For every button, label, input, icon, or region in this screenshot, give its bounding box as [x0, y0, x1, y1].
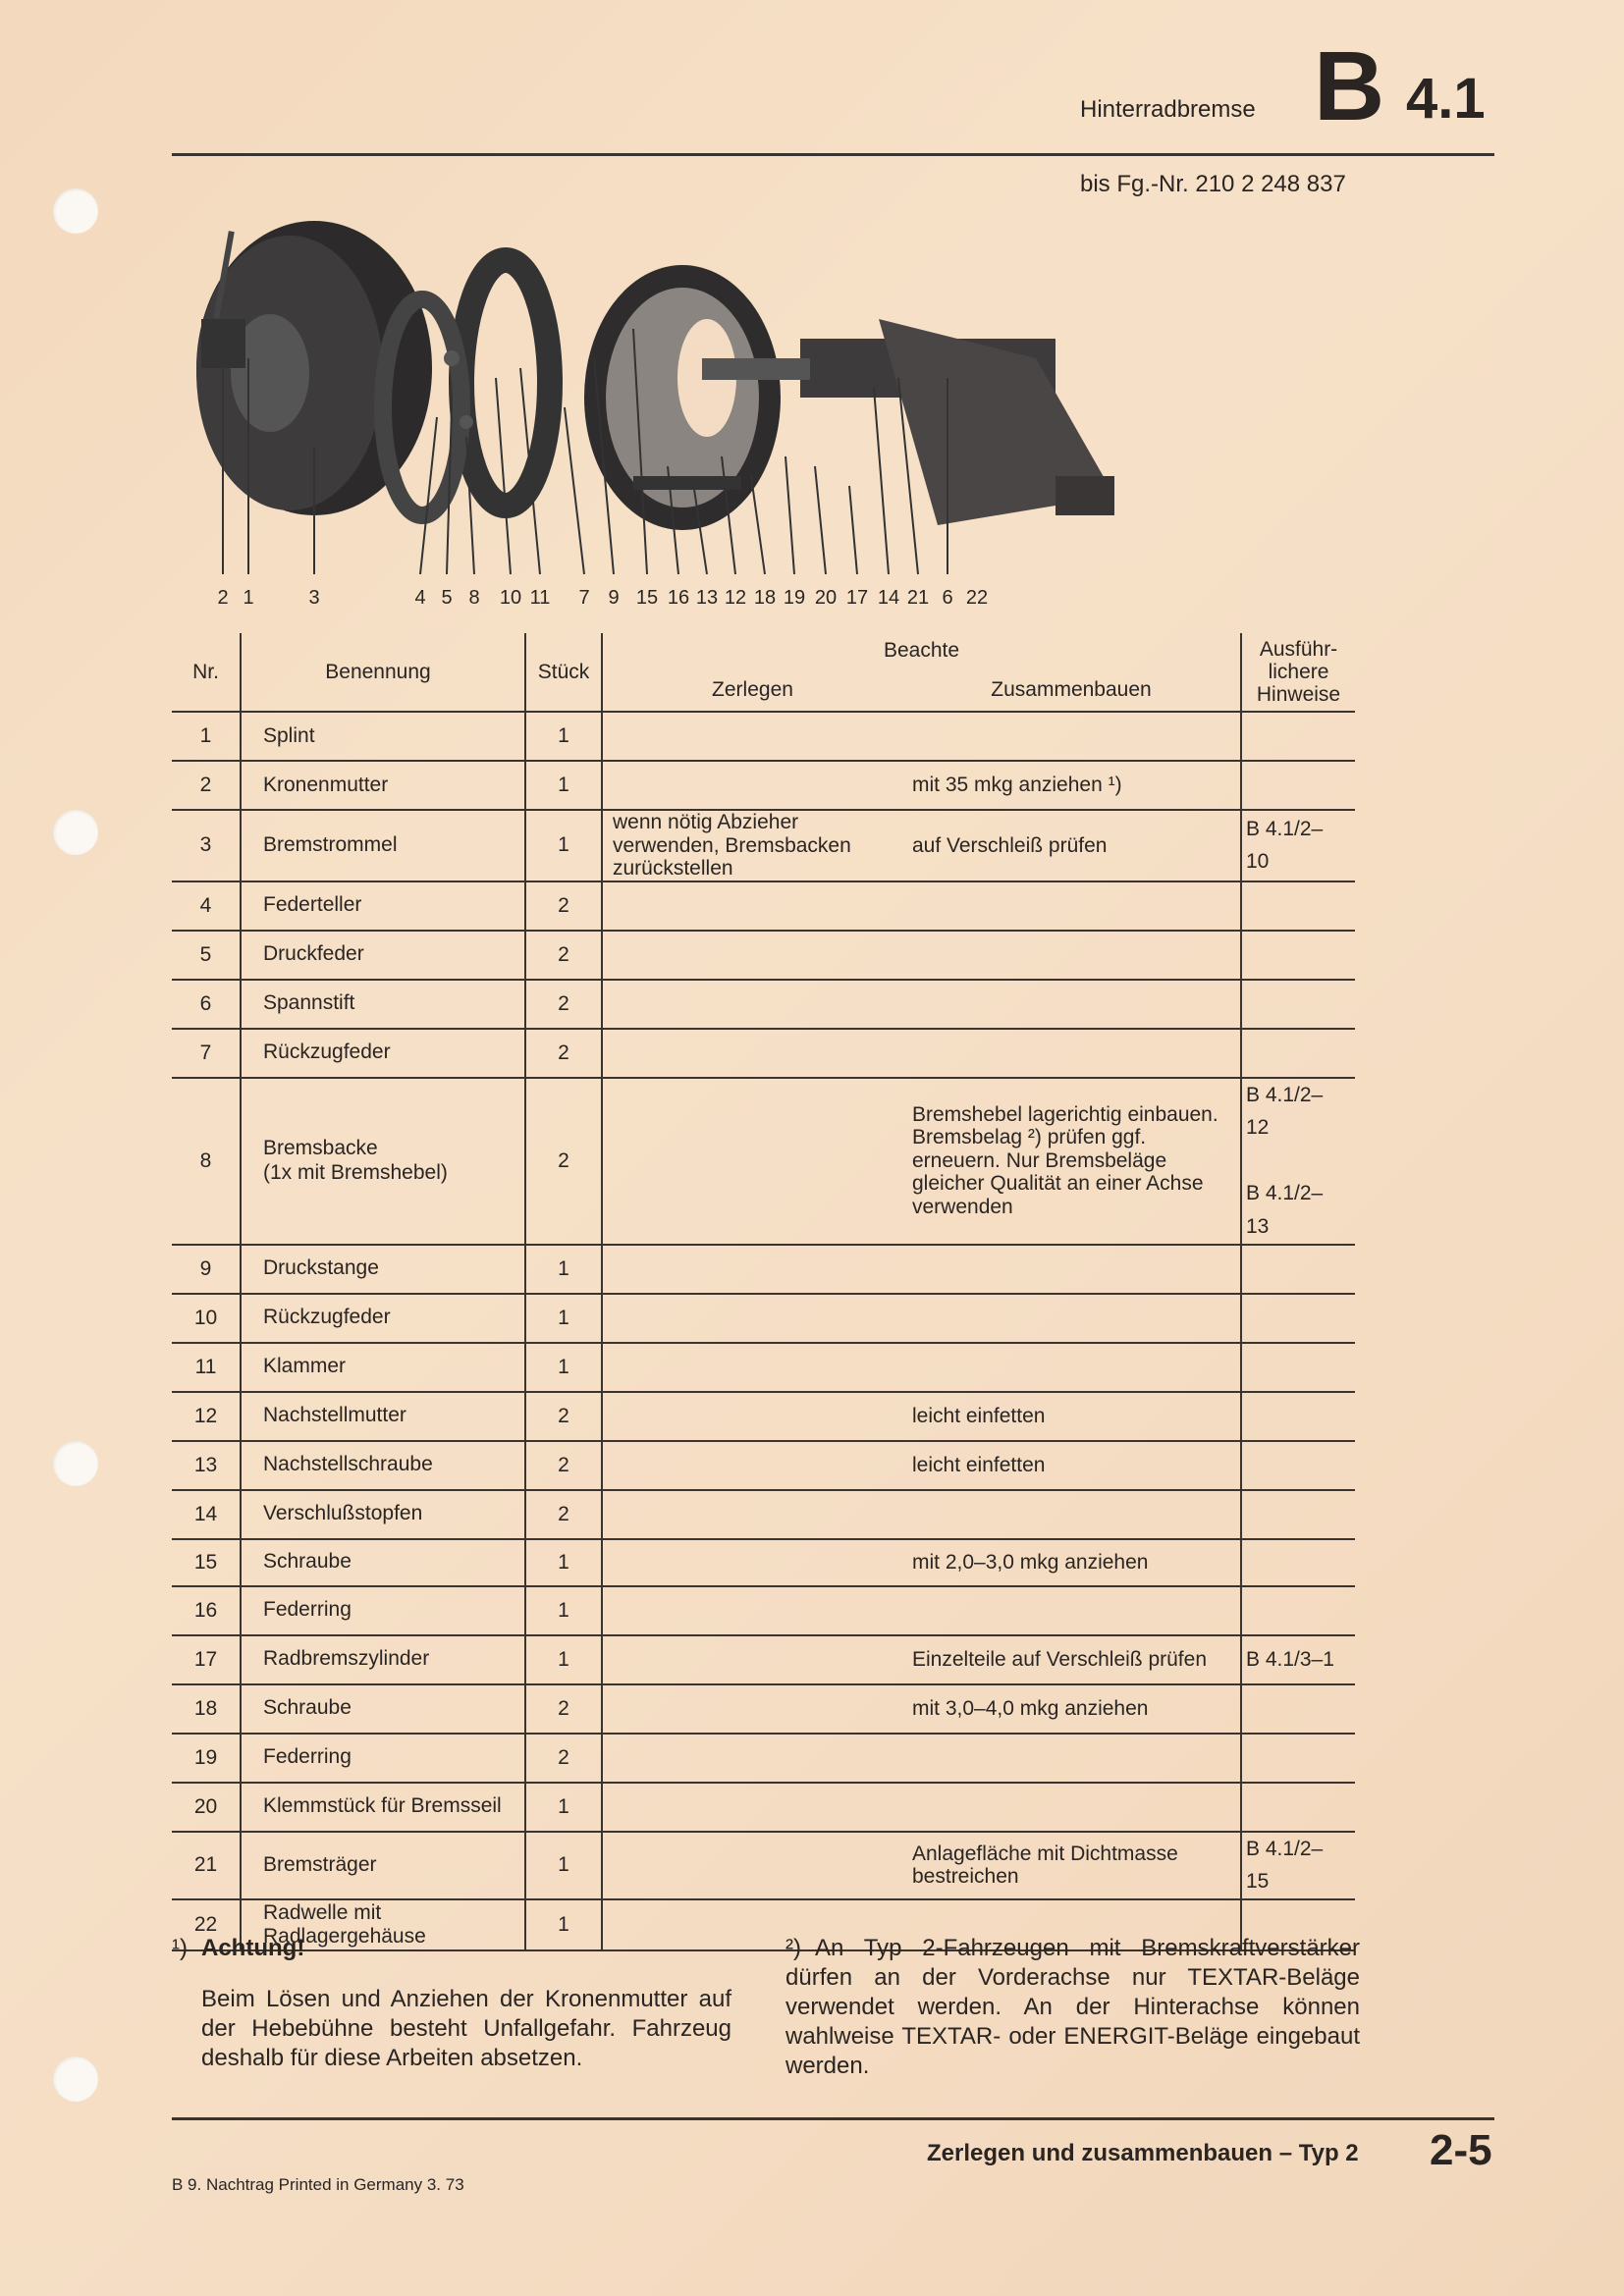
callout-number: 9: [608, 587, 620, 609]
part-name: Rückzugfeder: [241, 1029, 525, 1078]
assembly-note: mit 3,0–4,0 mkg anziehen: [902, 1684, 1241, 1734]
part-quantity: 2: [525, 1078, 602, 1245]
footnote-2-text: An Typ 2-Fahrzeugen mit Bremskraftverstärker dürfen an der Vorderachse nur TEXTAR-Beläge verwendet werden. An der Hinterachse können wahlweise TEXTAR- oder ENERGIT-Beläge eingebaut werden.: [785, 1935, 1360, 2079]
assembly-note: [902, 1783, 1241, 1832]
table-row: [172, 1343, 1355, 1392]
part-quantity: 1: [525, 1635, 602, 1684]
exploded-view-figure: [172, 211, 1350, 623]
footnote-2: [785, 1934, 1360, 2081]
part-quantity: 1: [525, 1294, 602, 1343]
disassembly-note: [602, 1734, 902, 1783]
table-row: [172, 761, 1355, 810]
callout-number: 1: [243, 587, 254, 609]
section-number: 4.1: [1406, 67, 1486, 131]
part-name: Bremsbacke (1x mit Bremshebel): [241, 1078, 525, 1245]
callout-number: 14: [877, 587, 900, 609]
table-row: [172, 1783, 1355, 1832]
disassembly-note: [602, 761, 902, 810]
table-row: [172, 1539, 1355, 1586]
reference: [1241, 1586, 1355, 1635]
reference: B 4.1/2–15: [1241, 1832, 1355, 1899]
callout-number: 13: [695, 587, 719, 609]
part-quantity: 1: [525, 1539, 602, 1586]
assembly-note: leicht einfetten: [902, 1392, 1241, 1441]
table-row: [172, 1392, 1355, 1441]
part-number: 20: [172, 1783, 241, 1832]
reference: [1241, 980, 1355, 1029]
reference: [1241, 1343, 1355, 1392]
section-letter: B: [1314, 31, 1385, 141]
part-quantity: 1: [525, 761, 602, 810]
reference: [1241, 1294, 1355, 1343]
part-number: 19: [172, 1734, 241, 1783]
assembly-note: [902, 1343, 1241, 1392]
table-row: [172, 881, 1355, 931]
callout-number: 8: [468, 587, 480, 609]
part-quantity: 2: [525, 980, 602, 1029]
disassembly-note: [602, 1441, 902, 1490]
part-name: Verschlußstopfen: [241, 1490, 525, 1539]
header-ref: Ausführ- lichere Hinweise: [1241, 633, 1355, 712]
part-name: Federteller: [241, 881, 525, 931]
reference: [1241, 881, 1355, 931]
table-row: [172, 1734, 1355, 1783]
header-assembly: Zusammenbauen: [902, 668, 1241, 712]
table-row: [172, 712, 1355, 761]
disassembly-note: [602, 1490, 902, 1539]
footnote-1-text: Beim Lösen und Anziehen der Kronenmutter auf der Hebebühne besteht Unfallgefahr. Fahrzeug deshalb für diese Arbeiten absetzen.: [201, 1986, 731, 2071]
callout-number: 16: [667, 587, 690, 609]
callout-number: 18: [753, 587, 777, 609]
disassembly-note: [602, 1294, 902, 1343]
footer-title: Zerlegen und zusammenbauen – Typ 2: [927, 2140, 1359, 2166]
callout-number: 12: [724, 587, 747, 609]
header-note: Beachte: [602, 633, 1241, 668]
disassembly-note: [602, 1684, 902, 1734]
table-row: [172, 931, 1355, 980]
assembly-note: mit 35 mkg anziehen ¹): [902, 761, 1241, 810]
part-number: 13: [172, 1441, 241, 1490]
punch-hole: [53, 1441, 98, 1486]
vehicle-range: bis Fg.-Nr. 210 2 248 837: [1080, 171, 1346, 197]
assembly-note: auf Verschleiß prüfen: [902, 810, 1241, 881]
assembly-note: mit 2,0–3,0 mkg anziehen: [902, 1539, 1241, 1586]
reference: [1241, 1441, 1355, 1490]
disassembly-note: [602, 1343, 902, 1392]
table-row: [172, 1029, 1355, 1078]
reference: [1241, 1392, 1355, 1441]
reference: [1241, 1029, 1355, 1078]
reference: [1241, 1245, 1355, 1294]
part-name: Druckstange: [241, 1245, 525, 1294]
header-nr: Nr.: [172, 633, 241, 712]
header-name: Benennung: [241, 633, 525, 712]
part-quantity: 1: [525, 810, 602, 881]
part-number: 2: [172, 761, 241, 810]
punch-hole: [53, 2056, 98, 2102]
part-number: 1: [172, 712, 241, 761]
part-quantity: 2: [525, 931, 602, 980]
table-row: [172, 1490, 1355, 1539]
part-quantity: 2: [525, 1441, 602, 1490]
assembly-note: [902, 1245, 1241, 1294]
part-number: 4: [172, 881, 241, 931]
reference: B 4.1/3–1: [1241, 1635, 1355, 1684]
disassembly-note: [602, 980, 902, 1029]
disassembly-note: [602, 1245, 902, 1294]
table-row: [172, 1586, 1355, 1635]
disassembly-note: [602, 1586, 902, 1635]
callout-numbers: [217, 587, 988, 609]
assembly-note: leicht einfetten: [902, 1441, 1241, 1490]
reference: B 4.1/2–12 B 4.1/2–13: [1241, 1078, 1355, 1245]
disassembly-note: [602, 1078, 902, 1245]
part-number: 7: [172, 1029, 241, 1078]
part-name: Radbremszylinder: [241, 1635, 525, 1684]
callout-number: 15: [635, 587, 659, 609]
part-number: 11: [172, 1343, 241, 1392]
part-quantity: 1: [525, 1783, 602, 1832]
disassembly-note: [602, 1539, 902, 1586]
reference: [1241, 761, 1355, 810]
disassembly-note: [602, 1783, 902, 1832]
part-number: 21: [172, 1832, 241, 1899]
part-name: Splint: [241, 712, 525, 761]
table-row: [172, 1684, 1355, 1734]
part-quantity: 1: [525, 712, 602, 761]
disassembly-note: wenn nötig Abzieher verwenden, Bremsbacken zurückstellen: [602, 810, 902, 881]
disassembly-note: [602, 712, 902, 761]
part-name: Bremstrommel: [241, 810, 525, 881]
part-number: 22: [172, 1899, 241, 1950]
reference: [1241, 712, 1355, 761]
parts-table: [172, 633, 1355, 1951]
part-number: 15: [172, 1539, 241, 1586]
footer-rule: [172, 2117, 1494, 2120]
footnote-2-mark: ²): [785, 1935, 801, 1961]
assembly-note: Anlagefläche mit Dichtmasse bestreichen: [902, 1832, 1241, 1899]
part-quantity: 1: [525, 1245, 602, 1294]
assembly-note: [902, 712, 1241, 761]
callout-number: 17: [845, 587, 869, 609]
callout-number: 5: [441, 587, 453, 609]
callout-number: 11: [529, 587, 551, 609]
disassembly-note: [602, 1392, 902, 1441]
footnote-1: [172, 1934, 731, 2073]
part-number: 10: [172, 1294, 241, 1343]
part-number: 17: [172, 1635, 241, 1684]
part-number: 3: [172, 810, 241, 881]
section-label: Hinterradbremse: [1080, 96, 1256, 123]
footnote-1-title: Achtung!: [201, 1935, 305, 1961]
part-quantity: 1: [525, 1899, 602, 1950]
part-name: Schraube: [241, 1684, 525, 1734]
table-row: [172, 1294, 1355, 1343]
part-name: Federring: [241, 1586, 525, 1635]
disassembly-note: [602, 881, 902, 931]
part-name: Spannstift: [241, 980, 525, 1029]
parts-table-body: [172, 712, 1355, 1950]
reference: [1241, 931, 1355, 980]
part-quantity: 2: [525, 1684, 602, 1734]
parts-table-header: [172, 633, 1355, 712]
callout-number: 3: [308, 587, 320, 609]
assembly-note: [902, 980, 1241, 1029]
part-number: 5: [172, 931, 241, 980]
header-rule: [172, 153, 1494, 156]
disassembly-note: [602, 931, 902, 980]
callout-number: 6: [942, 587, 953, 609]
part-name: Druckfeder: [241, 931, 525, 980]
imprint: B 9. Nachtrag Printed in Germany 3. 73: [172, 2175, 464, 2194]
part-name: Schraube: [241, 1539, 525, 1586]
part-quantity: 1: [525, 1343, 602, 1392]
table-row: [172, 980, 1355, 1029]
assembly-note: [902, 1586, 1241, 1635]
reference: [1241, 1490, 1355, 1539]
disassembly-note: [602, 1635, 902, 1684]
part-name: Nachstellmutter: [241, 1392, 525, 1441]
part-name: Rückzugfeder: [241, 1294, 525, 1343]
table-row: [172, 1245, 1355, 1294]
table-row: [172, 1832, 1355, 1899]
brake-backplate-illustration: [584, 265, 781, 530]
part-number: 18: [172, 1684, 241, 1734]
table-row: [172, 1635, 1355, 1684]
part-name: Federring: [241, 1734, 525, 1783]
table-row: [172, 1441, 1355, 1490]
table-row: [172, 1078, 1355, 1245]
reference: [1241, 1684, 1355, 1734]
assembly-note: [902, 1029, 1241, 1078]
callout-number: 19: [783, 587, 806, 609]
callout-number: 2: [217, 587, 229, 609]
callout-number: 22: [965, 587, 989, 609]
page-number: 2-5: [1430, 2126, 1492, 2174]
part-quantity: 2: [525, 1029, 602, 1078]
part-quantity: 2: [525, 1734, 602, 1783]
header-qty: Stück: [525, 633, 602, 712]
assembly-note: [902, 881, 1241, 931]
callout-number: 10: [499, 587, 522, 609]
part-number: 8: [172, 1078, 241, 1245]
disassembly-note: [602, 1832, 902, 1899]
reference: [1241, 1539, 1355, 1586]
callout-number: 21: [906, 587, 930, 609]
part-number: 12: [172, 1392, 241, 1441]
table-row: [172, 810, 1355, 881]
part-quantity: 1: [525, 1586, 602, 1635]
part-number: 9: [172, 1245, 241, 1294]
part-name: Kronenmutter: [241, 761, 525, 810]
assembly-note: Einzelteile auf Verschleiß prüfen: [902, 1635, 1241, 1684]
assembly-note: [902, 931, 1241, 980]
part-number: 16: [172, 1586, 241, 1635]
callout-number: 20: [814, 587, 838, 609]
part-number: 14: [172, 1490, 241, 1539]
callout-number: 7: [578, 587, 590, 609]
part-name: Nachstellschraube: [241, 1441, 525, 1490]
footnote-1-mark: ¹): [172, 1935, 188, 1961]
assembly-note: [902, 1490, 1241, 1539]
part-name: Klammer: [241, 1343, 525, 1392]
part-quantity: 1: [525, 1832, 602, 1899]
part-name: Radwelle mit Radlagergehäuse: [241, 1899, 525, 1950]
punch-hole: [53, 188, 98, 234]
part-quantity: 2: [525, 1392, 602, 1441]
reference: B 4.1/2–10: [1241, 810, 1355, 881]
part-quantity: 2: [525, 1490, 602, 1539]
part-name: Klemmstück für Bremsseil: [241, 1783, 525, 1832]
assembly-note: [902, 1294, 1241, 1343]
punch-hole: [53, 810, 98, 855]
header-disassembly: Zerlegen: [602, 668, 902, 712]
part-name: Bremsträger: [241, 1832, 525, 1899]
callout-number: 4: [414, 587, 426, 609]
part-number: 6: [172, 980, 241, 1029]
part-quantity: 2: [525, 881, 602, 931]
reference: [1241, 1783, 1355, 1832]
assembly-note: [902, 1734, 1241, 1783]
disassembly-note: [602, 1029, 902, 1078]
reference: [1241, 1734, 1355, 1783]
assembly-note: Bremshebel lagerichtig einbauen. Bremsbelag ²) prüfen ggf. erneuern. Nur Bremsbeläge gleicher Qualität an einer Achse verwenden: [902, 1078, 1241, 1245]
